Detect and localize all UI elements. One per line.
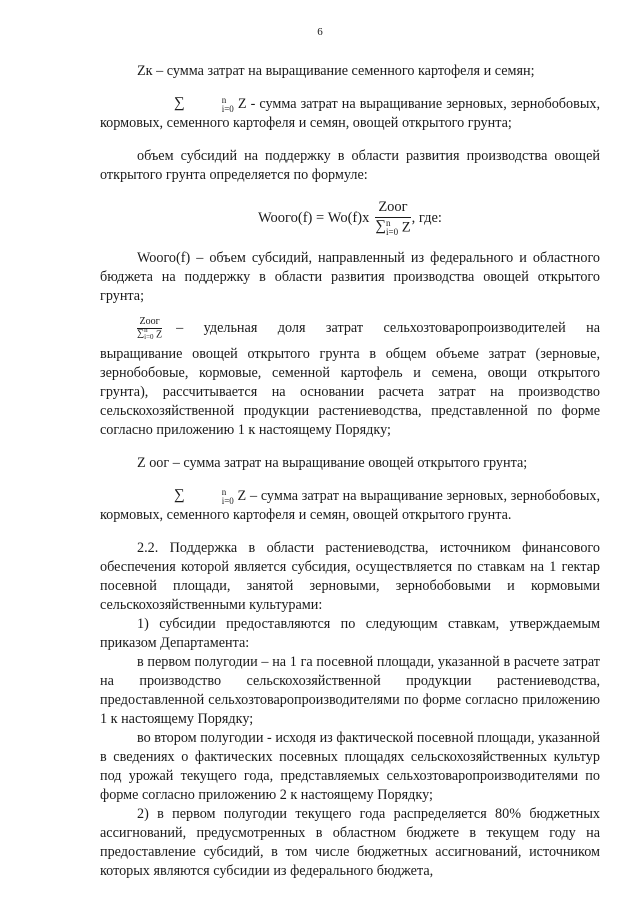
sum-symbol: ∑ (137, 328, 145, 339)
sum-lower-limit: i=0 (221, 103, 234, 114)
formula-numerator: Zooг (375, 199, 410, 218)
sum-notation (137, 96, 234, 114)
paragraph-sum-z-definition (100, 95, 600, 133)
share-fraction-denominator (137, 326, 163, 341)
paragraph-section-2-2: 2.2. Поддержка в области растениеводства, источником финансового обеспечения которой является субсидия, осуществляется по ставкам на 1 гектар посевной площади, занятой зерновыми, зернобобовыми и кормовыми сельскохозяйственными культурами: (100, 540, 600, 614)
formula-left-side: Wooго(f) = Wo(f)x (258, 209, 370, 226)
share-fraction (137, 316, 162, 341)
paragraph-wooog-definition: Wooго(f) – объем субсидий, направленный из федерального и областного бюджета на поддержку в области развития производства овощей открытого грунта; (100, 250, 600, 304)
formula-fraction (375, 199, 410, 237)
share-definition-text-first: – удельная доля затрат сельхозтоваропроизводителей на (176, 320, 600, 337)
sum-symbol: ∑ (174, 94, 185, 111)
sum-z-definition-text: Z - сумма затрат на выращивание зерновых, зернобобовых, кормовых, семенного картофеля и семян, овощей открытого грунта; (100, 96, 600, 131)
paragraph-item-2: 2) в первом полугодии текущего года распределяется 80% бюджетных ассигнований, предусмотренных в областном бюджете в текущем году на предоставление субсидий, в том числе бюджетных ассигнований, источником которых являются субсидии из федерального бюджета, (100, 806, 600, 880)
share-definition-text-rest: выращивание овощей открытого грунта в общем объеме затрат (зерновые, зернобобовые, кормовые, семенной картофель и семена, овощи открытого грунта), рассчитывается на основании расчета затрат на производство сельскохозяйственной продукции растениеводства, представленной по форме согласно приложению 1 к настоящему Порядку; (100, 346, 600, 439)
sum-upper-limit: n (221, 94, 227, 105)
sum-lower-limit: i=0 (386, 227, 399, 237)
sum-z-definition-text-second: Z – сумма затрат на выращивание зерновых, зернобобовых, кормовых, семенного картофеля и семян, овощей открытого грунта. (100, 488, 600, 524)
sum-lower-limit: i=0 (221, 496, 234, 507)
paragraph-second-half-year: во втором полугодии - исходя из фактической посевной площади, указанной в сведениях о фактических посевных площадях сельскохозяйственных культур под урожай текущего года, представляемых сельхозтоваропроизводителями по форме согласно приложению 2 к настоящему Порядку; (100, 730, 600, 804)
sum-upper-limit: n (386, 218, 391, 228)
formula-suffix: , где: (411, 209, 442, 226)
sum-upper-limit: n (221, 487, 227, 498)
formula-denominator-var: Z (401, 219, 411, 236)
paragraph-subsidy-volume-intro: объем субсидий на поддержку в области развития производства овощей открытого грунта определяется по формуле: (100, 148, 600, 183)
sum-upper-limit: n (144, 326, 148, 334)
subsidy-formula (100, 199, 600, 237)
paragraph-zk-definition: Zк – сумма затрат на выращивание семенного картофеля и семян; (137, 63, 535, 79)
paragraph-zoog-definition: Z оог – сумма затрат на выращивание овощей открытого грунта; (137, 455, 528, 472)
share-definition-first-line (100, 316, 600, 341)
paragraph-item-1: 1) субсидии предоставляются по следующим ставкам, утверждаемым приказом Департамента: (100, 616, 600, 652)
document-body (100, 62, 600, 881)
page-number: 6 (317, 26, 323, 38)
sum-symbol: ∑ (174, 487, 185, 504)
sum-lower-limit: i=0 (144, 333, 154, 341)
sum-notation (137, 488, 234, 506)
share-fraction-numerator: Zooг (139, 316, 160, 327)
sum-symbol: ∑ (375, 218, 387, 234)
share-fraction-denominator-var: Z (156, 329, 163, 341)
paragraph-sum-z-definition-second (100, 487, 600, 525)
paragraph-first-half-year: в первом полугодии – на 1 га посевной площади, указанной в расчете затрат на производство сельскохозяйственной продукции растениеводства, предоставленной сельхозтоваропроизводителями по форме согласно приложению 1 к настоящему Порядку; (100, 654, 600, 728)
formula-denominator (375, 218, 410, 237)
